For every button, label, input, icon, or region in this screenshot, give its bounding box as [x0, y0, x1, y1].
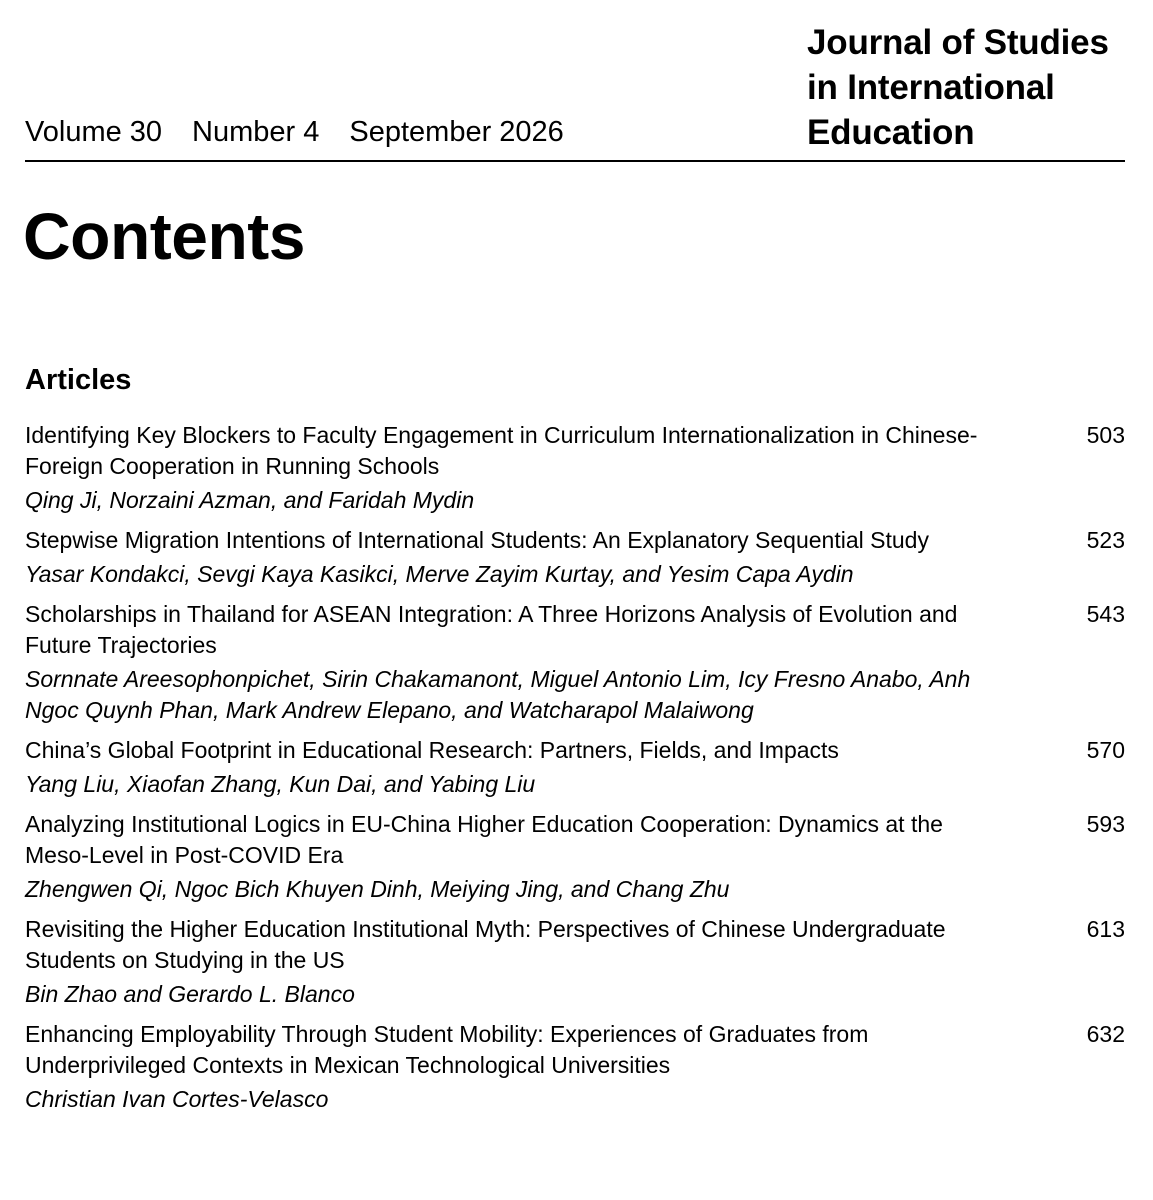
toc-entry[interactable] — [25, 914, 1125, 1010]
issue-number: Number 4 — [192, 116, 320, 148]
article-authors: Yasar Kondakci, Sevgi Kaya Kasikci, Merve Zayim Kurtay, and Yesim Capa Aydin — [25, 561, 854, 587]
article-page-number: 593 — [1086, 811, 1125, 837]
article-authors: Yang Liu, Xiaofan Zhang, Kun Dai, and Yabing Liu — [25, 771, 536, 797]
issue-date: September 2026 — [349, 116, 564, 148]
article-title[interactable]: Scholarships in Thailand for ASEAN Integration: A Three Horizons Analysis of Evolution and Future Trajectories — [25, 601, 958, 658]
article-title[interactable]: Revisiting the Higher Education Institutional Myth: Perspectives of Chinese Undergraduate Students on Studying in the US — [25, 916, 946, 973]
toc-entry[interactable] — [25, 420, 1125, 516]
article-authors: Bin Zhao and Gerardo L. Blanco — [25, 981, 355, 1007]
article-authors: Zhengwen Qi, Ngoc Bich Khuyen Dinh, Meiying Jing, and Chang Zhu — [25, 876, 730, 902]
article-title[interactable]: Analyzing Institutional Logics in EU-China Higher Education Cooperation: Dynamics at the Meso-Level in Post-COVID Era — [25, 811, 943, 868]
article-title[interactable]: Stepwise Migration Intentions of International Students: An Explanatory Sequential Study — [25, 527, 929, 553]
article-page-number: 632 — [1086, 1021, 1125, 1047]
article-authors: Sornnate Areesophonpichet, Sirin Chakamanont, Miguel Antonio Lim, Icy Fresno Anabo, Anh Ngoc Quynh Phan, Mark Andrew Elepano, and Watcharapol Malaiwong — [25, 666, 971, 723]
article-authors: Qing Ji, Norzaini Azman, and Faridah Mydin — [25, 487, 475, 513]
toc-entry[interactable] — [25, 525, 1125, 590]
table-of-contents — [25, 420, 1125, 1124]
issue-volume: Volume 30 — [25, 116, 163, 148]
article-title[interactable]: China’s Global Footprint in Educational Research: Partners, Fields, and Impacts — [25, 737, 839, 763]
toc-entry[interactable] — [25, 599, 1125, 726]
article-page-number: 503 — [1086, 422, 1125, 448]
page-title: Contents — [23, 199, 305, 273]
toc-entry[interactable] — [25, 809, 1125, 905]
issue-info — [25, 112, 564, 152]
toc-entry[interactable] — [25, 1019, 1125, 1115]
toc-entry[interactable] — [25, 735, 1125, 800]
article-page-number: 570 — [1086, 737, 1125, 763]
article-page-number: 613 — [1086, 916, 1125, 942]
header-divider — [25, 160, 1125, 162]
article-page-number: 543 — [1086, 601, 1125, 627]
article-page-number: 523 — [1086, 527, 1125, 553]
article-title[interactable]: Enhancing Employability Through Student Mobility: Experiences of Graduates from Underprivileged Contexts in Mexican Technological Universities — [25, 1021, 869, 1078]
section-heading-articles: Articles — [25, 364, 132, 396]
article-title[interactable]: Identifying Key Blockers to Faculty Engagement in Curriculum Internationalization in Chinese-Foreign Cooperation in Running Schools — [25, 422, 978, 479]
article-authors: Christian Ivan Cortes-Velasco — [25, 1086, 329, 1112]
journal-title: Journal of Studies in International Education — [807, 23, 1109, 152]
